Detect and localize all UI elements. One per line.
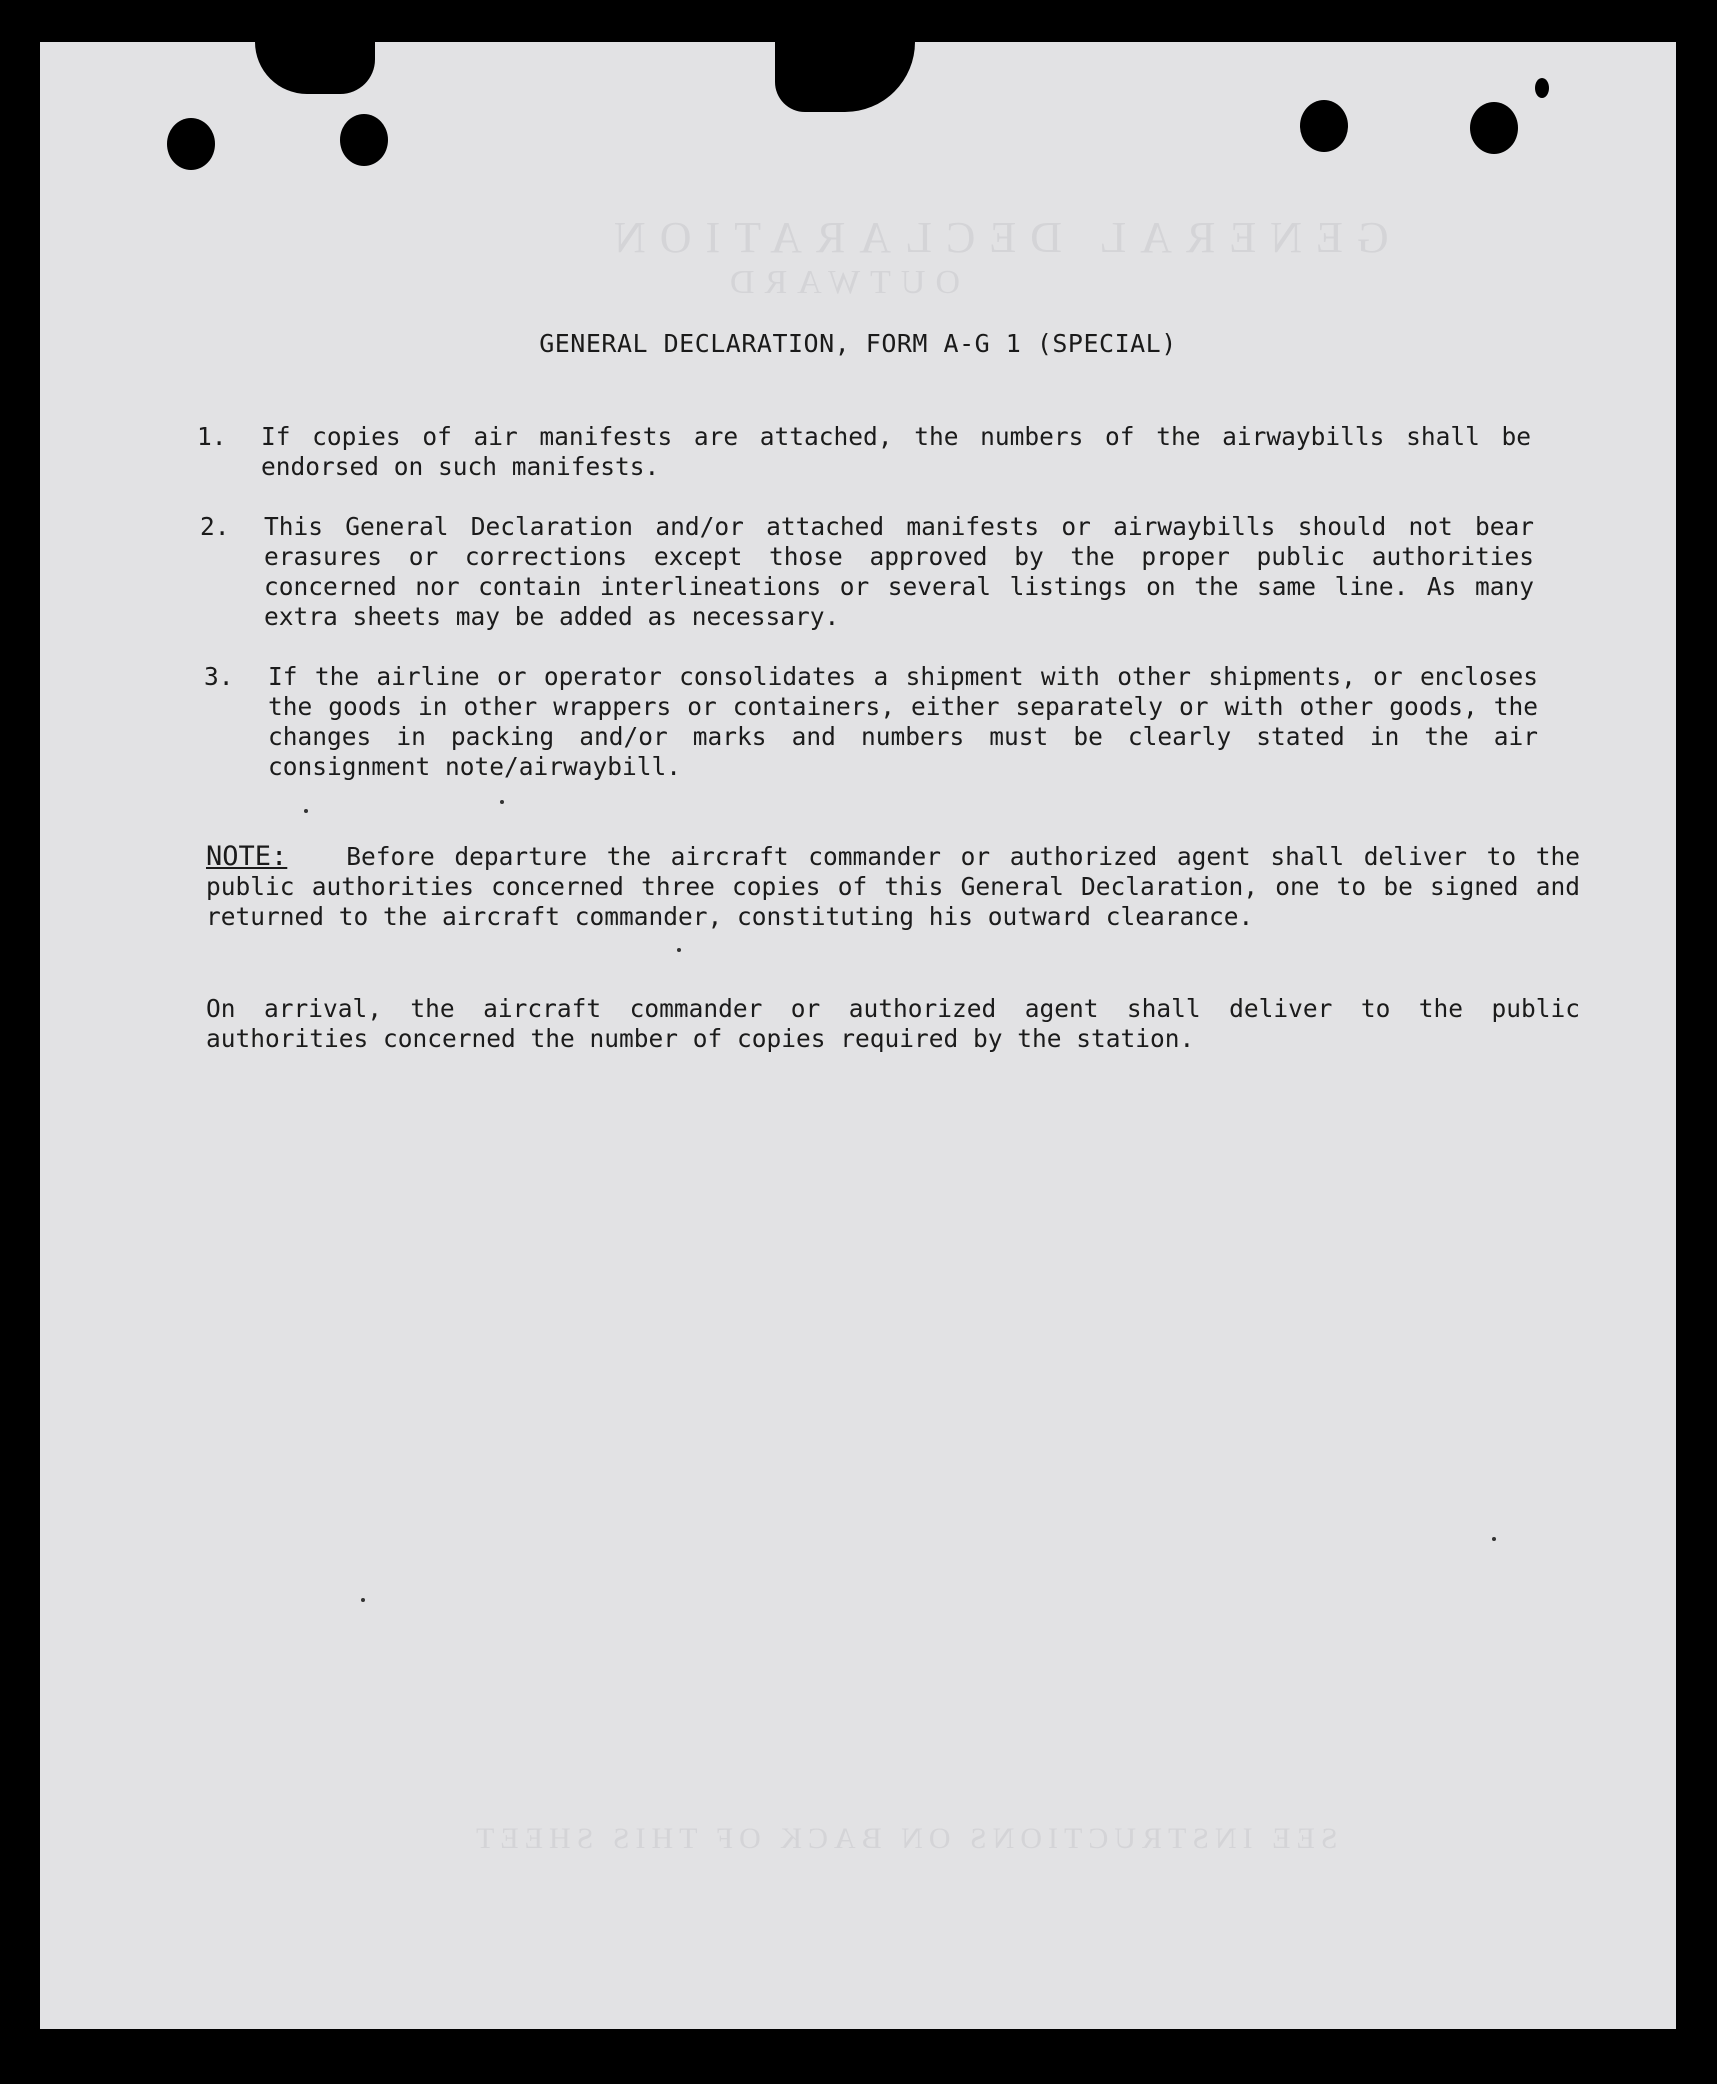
- document-page: [40, 42, 1676, 2029]
- note-text: Before departure the aircraft commander or authorized agent shall deliver to the public authorities concerned three copies of this General Declaration, one to be signed and returned to the aircraft commander, constituting his outward clearance.: [206, 842, 1580, 931]
- note-label: NOTE:: [206, 841, 288, 872]
- bleed-through-subheading: OUTWARD: [720, 264, 960, 301]
- torn-edge-1: [255, 42, 375, 94]
- punch-hole-2: [340, 114, 388, 166]
- bleed-through-heading: GENERAL DECLARATION: [600, 213, 1389, 262]
- list-item-text: If the airline or operator consolidates a shipment with other shipments, or encloses the goods in other wrappers or containers, either separately or with other goods, the changes in packing and/or marks and numbers must be clearly stated in the air consignment note/airwaybill.: [268, 662, 1538, 781]
- list-item-3: [204, 662, 1584, 784]
- punch-hole-4: [1470, 102, 1518, 154]
- bleed-through-footer: SEE INSTRUCTIONS ON BACK OF THIS SHEET: [470, 1822, 1338, 1855]
- list-item-text: If copies of air manifests are attached, the numbers of the airwaybills shall be endorsed on such manifests.: [261, 422, 1531, 481]
- list-item-text: This General Declaration and/or attached manifests or airwaybills should not bear erasures or corrections except those approved by the proper public authorities concerned nor contain interlineations or several listings on the same line. As many extra sheets may be added as necessary.: [264, 512, 1534, 631]
- list-item-number: 1.: [197, 422, 227, 451]
- speck: [304, 809, 308, 813]
- document-title: GENERAL DECLARATION, FORM A-G 1 (SPECIAL): [539, 329, 1177, 358]
- list-item-number: 3.: [204, 662, 234, 691]
- note-paragraph: [206, 842, 1580, 932]
- torn-edge-2: [775, 42, 915, 112]
- speck: [500, 800, 504, 804]
- list-item-2: [200, 512, 1580, 634]
- speck: [361, 1598, 365, 1602]
- arrival-paragraph: On arrival, the aircraft commander or authorized agent shall deliver to the public authorities concerned the number of copies required by the station.: [206, 994, 1580, 1053]
- punch-hole-1: [167, 118, 215, 170]
- speck: [677, 948, 681, 952]
- speck: [1492, 1537, 1496, 1541]
- torn-edge-3: [1535, 78, 1549, 98]
- list-item-1: [197, 422, 1577, 484]
- punch-hole-3: [1300, 100, 1348, 152]
- list-item-number: 2.: [200, 512, 230, 541]
